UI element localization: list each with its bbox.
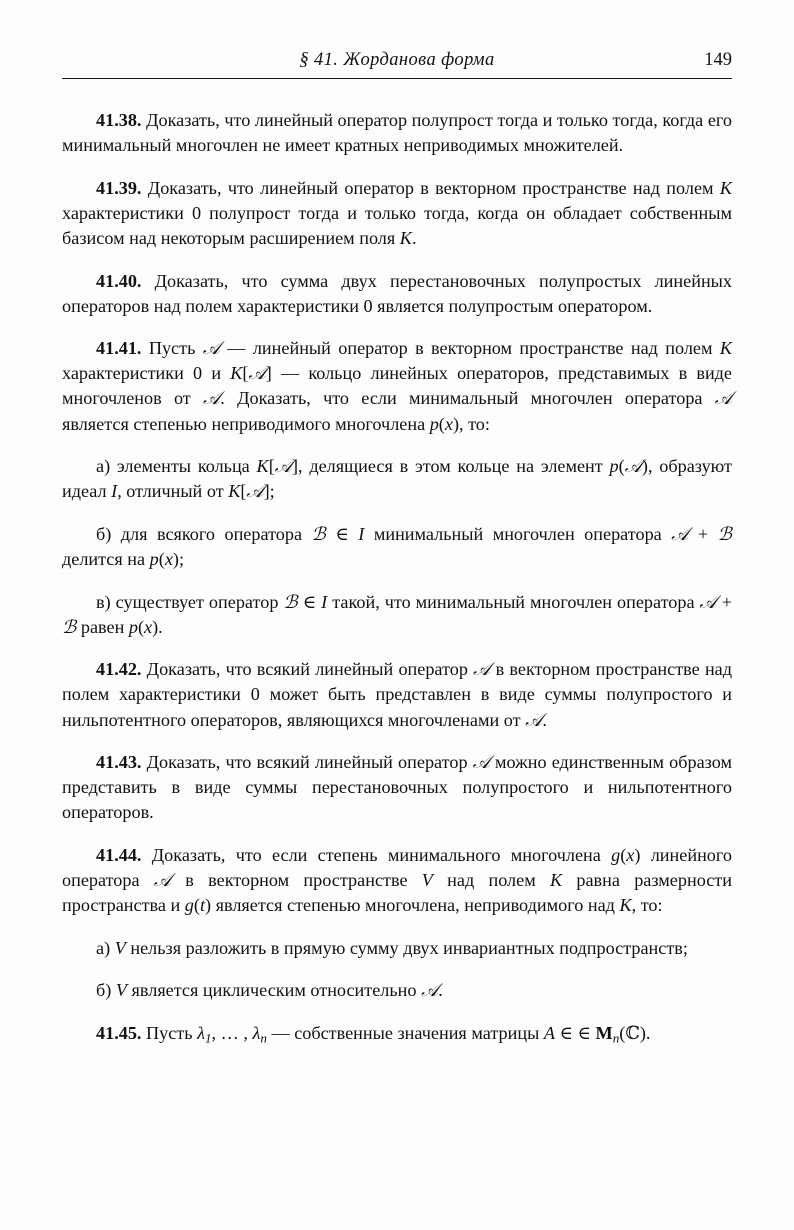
item-label: а)	[96, 937, 111, 958]
exercise-41-44-b: б) V является циклическим относительно 𝒜.	[96, 980, 443, 1002]
page-content	[62, 48, 732, 1048]
item-label: б)	[96, 523, 112, 544]
exercise-number: 41.45.	[96, 1023, 142, 1044]
item-label: а)	[96, 456, 111, 477]
exercise-41-41-v: в) существует оператор ℬ ∈ I такой, что минимальный многочлен оператора 𝒜 + ℬ равен p(x).	[62, 591, 733, 638]
item-label: б)	[96, 980, 112, 1001]
exercise-number: 41.40.	[96, 270, 142, 291]
exercise-41-43: 41.43. Доказать, что всякий линейный оператор 𝒜 можно единственным образом представить в виде суммы перестановочных полупростого и нильпотентного операторов.	[62, 752, 732, 823]
exercise-41-40: 41.40. Доказать, что сумма двух перестановочных полупростых линейных операторов над полем характеристики 0 является полупростым оператором.	[62, 270, 732, 316]
exercise-41-42: 41.42. Доказать, что всякий линейный оператор 𝒜 в векторном пространстве над полем характеристики 0 может быть представлен в виде суммы полупростого и нильпотентного операторов, являющихся многочленами от 𝒜.	[62, 659, 732, 731]
exercise-41-44-a: а) V нельзя разложить в прямую сумму двух инвариантных подпространств;	[96, 937, 688, 958]
exercise-number: 41.38.	[96, 110, 142, 130]
exercise-number: 41.42.	[96, 659, 142, 680]
exercise-number: 41.39.	[96, 177, 142, 198]
header-divider	[62, 78, 732, 79]
exercise-41-41-b: б) для всякого оператора ℬ ∈ I минимальный многочлен оператора 𝒜 + ℬ делится на p(x);	[62, 523, 732, 570]
section-title: § 41. Жорданова форма	[299, 50, 495, 70]
page-header	[62, 48, 732, 82]
exercise-41-45: 41.45. Пусть $\lambda_1$, … , $\lambda_n$ — собственные значения матрицы A ∈ ∈ $M_n(ℂ)$.	[96, 1023, 651, 1046]
exercise-41-39: 41.39. Доказать, что линейный оператор в векторном пространстве над полем K характеристики 0 полупрост тогда и только тогда, когда он обладает собственным базисом над некоторым расширением поля K.	[62, 177, 732, 248]
exercise-number: 41.43.	[96, 752, 142, 773]
page-number: 149	[704, 50, 732, 70]
exercise-41-41-a: а) элементы кольца K[𝒜], делящиеся в этом кольце на элемент p(𝒜), образуют идеал I, отличный от K[𝒜];	[62, 456, 732, 503]
item-label: в)	[96, 591, 111, 612]
exercise-41-38: 41.38. Доказать, что линейный оператор полупрост тогда и только тогда, когда его минимальный многочлен не имеет кратных неприводимых множителей.	[62, 110, 732, 156]
exercise-41-41: 41.41. Пусть 𝒜 — линейный оператор в векторном пространстве над полем K характеристики 0 и K[𝒜] — кольцо линейных операторов, представимых в виде многочленов от 𝒜. Доказать, что если минимальный многочлен оператора 𝒜 является степенью неприводимого многочлена p(x), то:	[62, 338, 733, 434]
exercise-41-44: 41.44. Доказать, что если степень минимального многочлена g(x) линейного оператора 𝒜 в векторном пространстве V над полем K равна размерности пространства и g(t) является степенью многочлена, неприводимого над K, то:	[62, 845, 732, 916]
exercise-list	[62, 108, 732, 1048]
exercise-number: 41.41.	[96, 338, 142, 359]
exercise-number: 41.44.	[96, 845, 142, 866]
